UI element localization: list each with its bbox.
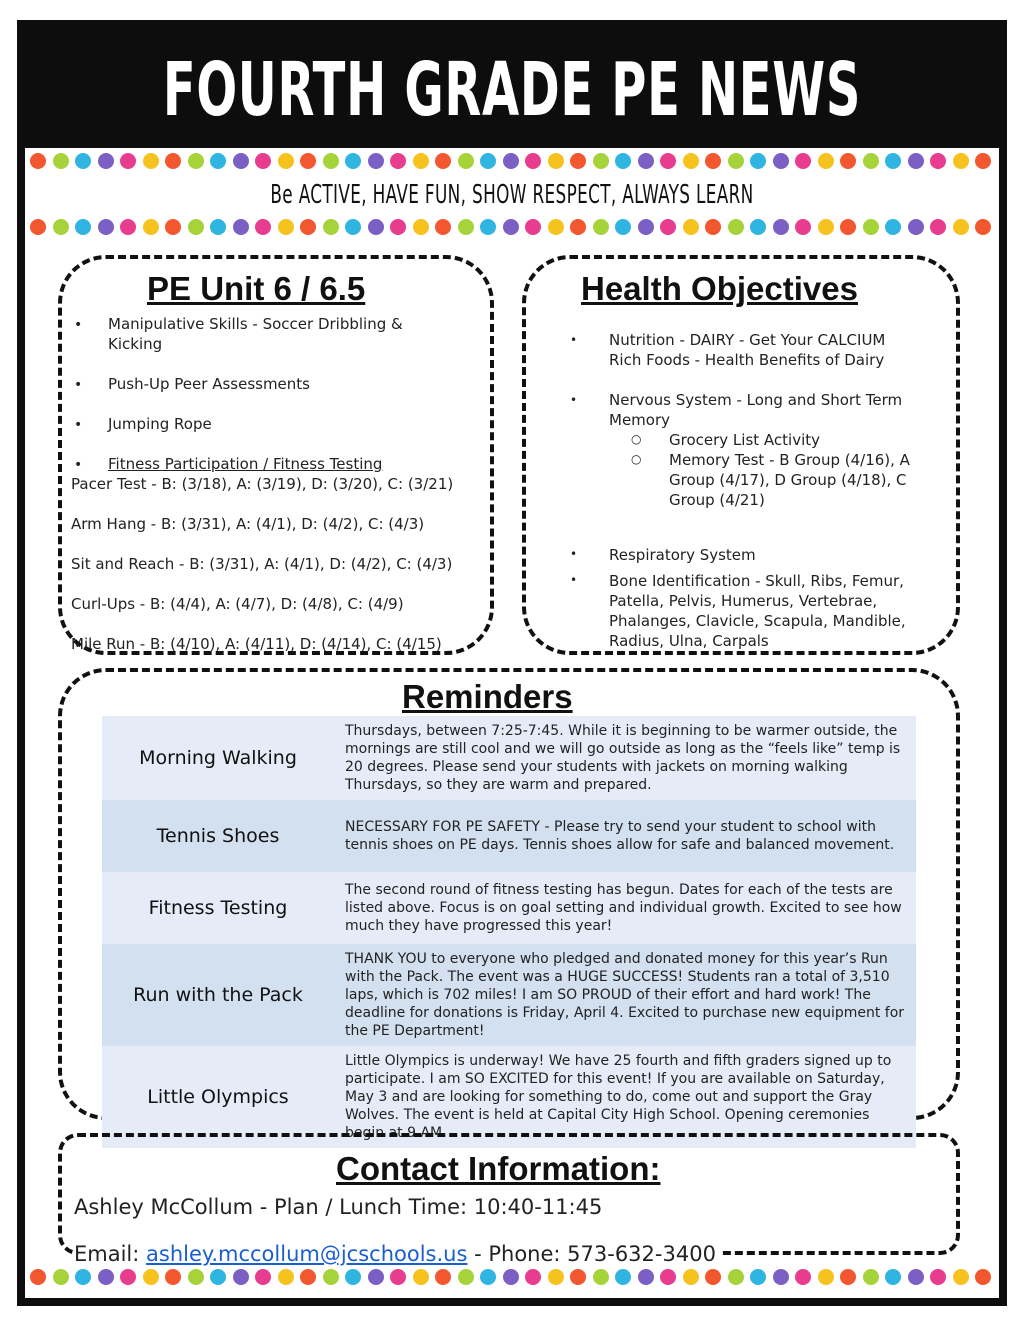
sit-and-reach: Sit and Reach - B: (3/31), A: (4/1), D: (4/2), C: (4/3) [71,555,453,573]
decorative-dot [818,153,834,169]
contact-email-line [74,1242,720,1266]
decorative-dot [143,1269,159,1285]
bones-2: Patella, Pelvis, Humerus, Vertebrae, [609,592,878,610]
sub-bullet: ○ [631,432,642,446]
pacer-test: Pacer Test - B: (3/18), A: (3/19), D: (3/20), C: (3/21) [71,475,454,493]
decorative-dot [165,1269,181,1285]
decorative-dot [548,219,564,235]
decorative-dot [165,219,181,235]
reminder-label: Morning Walking [139,747,297,769]
decorative-dot [885,153,901,169]
table-row [102,944,916,1046]
reminder-text: Thursdays, between 7:25-7:45. While it is beginning to be warmer outside, the mornings are still cool and we will go outside as long as the “feels like” temp is 20 degrees. Please send your students with jackets on morning walking Thursdays, so they are warm and prepared. [345,723,901,793]
pe-item-1-cont: Kicking [108,335,163,353]
reminder-text: NECESSARY FOR PE SAFETY - Please try to send your student to school with tennis shoes on PE days. Tennis shoes allow for safe and balanced movement. [345,819,895,853]
curl-ups: Curl-Ups - B: (4/4), A: (4/7), D: (4/8), C: (4/9) [71,595,404,613]
decorative-dot [728,219,744,235]
email-label: Email: [74,1242,140,1266]
decorative-dot [255,1269,271,1285]
decorative-dot [98,153,114,169]
decorative-dot [863,219,879,235]
decorative-dot [885,219,901,235]
bullet: • [570,547,578,561]
table-row [102,716,916,800]
decorative-dot [615,1269,631,1285]
newsletter-title: FOURTH GRADE PE NEWS [162,47,862,133]
memory-test-cont2: Group (4/21) [669,491,765,509]
decorative-dot [795,1269,811,1285]
decorative-dot [885,1269,901,1285]
decorative-dot [300,153,316,169]
decorative-dot [278,1269,294,1285]
decorative-dot [908,219,924,235]
decorative-dot [255,219,271,235]
decorative-dot [593,153,609,169]
decorative-dot [323,153,339,169]
reminder-label: Fitness Testing [148,897,288,919]
decorative-dot [413,153,429,169]
pe-unit-heading: PE Unit 6 / 6.5 [147,270,366,307]
decorative-dot [525,153,541,169]
reminder-label: Tennis Shoes [156,825,280,847]
decorative-dot [638,219,654,235]
decorative-dot [615,219,631,235]
decorative-dot [390,153,406,169]
decorative-dot [840,1269,856,1285]
decorative-dot [773,219,789,235]
decorative-dot [413,1269,429,1285]
phone: - Phone: 573-632-3400 [474,1242,716,1266]
decorative-dot [660,1269,676,1285]
decorative-dot [615,153,631,169]
decorative-dot [525,1269,541,1285]
decorative-dot [930,219,946,235]
decorative-dot [480,153,496,169]
decorative-dot [953,219,969,235]
decorative-dot [750,219,766,235]
decorative-dot [30,1269,46,1285]
decorative-dot [728,1269,744,1285]
decorative-dot [120,1269,136,1285]
contact-line: Ashley McCollum - Plan / Lunch Time: 10:40-11:45 [74,1195,603,1219]
decorative-dot [930,153,946,169]
decorative-dot [53,153,69,169]
arm-hang: Arm Hang - B: (3/31), A: (4/1), D: (4/2), C: (4/3) [71,515,425,533]
health-nutrition-cont: Rich Foods - Health Benefits of Dairy [609,351,885,369]
reminder-text: THANK YOU to everyone who pledged and donated money for this year’s Run with the Pack. The event was a HUGE SUCCESS! Students ran a total of 3,510 laps, which is 702 miles! I am SO PROUD of their effort and hard work! The deadline for donations is Friday, April 4. Excited to purchase new equipment for the PE Department! [345,951,905,1039]
decorative-dot [773,153,789,169]
dot-border-top [30,153,991,169]
decorative-dot [435,1269,451,1285]
respiratory: Respiratory System [609,546,756,564]
decorative-dot [368,219,384,235]
decorative-dot [570,219,586,235]
decorative-dot [750,153,766,169]
mile-run: Mile Run - B: (4/10), A: (4/11), D: (4/14), C: (4/15) [71,635,442,653]
email-link[interactable]: ashley.mccollum@jcschools.us [146,1242,468,1266]
decorative-dot [480,1269,496,1285]
pe-item-3: Jumping Rope [108,415,212,433]
decorative-dot [525,219,541,235]
decorative-dot [840,219,856,235]
bullet: • [570,393,578,407]
decorative-dot [30,219,46,235]
decorative-dot [210,1269,226,1285]
decorative-dot [930,1269,946,1285]
bullet: • [74,377,83,393]
table-row [102,800,916,872]
decorative-dot [503,153,519,169]
decorative-dot [728,153,744,169]
decorative-dot [390,1269,406,1285]
decorative-dot [773,1269,789,1285]
decorative-dot [368,1269,384,1285]
decorative-dot [480,219,496,235]
reminders-table [102,716,916,1148]
decorative-dot [863,1269,879,1285]
decorative-dot [75,219,91,235]
decorative-dot [188,153,204,169]
decorative-dot [98,219,114,235]
decorative-dot [278,153,294,169]
decorative-dot [120,219,136,235]
decorative-dot [345,1269,361,1285]
decorative-dot [953,153,969,169]
decorative-dot [210,153,226,169]
decorative-dot [233,219,249,235]
decorative-dot [683,153,699,169]
sub-bullet: ○ [631,452,642,466]
decorative-dot [435,153,451,169]
decorative-dot [818,1269,834,1285]
bullet: • [74,457,83,473]
decorative-dot [548,153,564,169]
health-nutrition: Nutrition - DAIRY - Get Your CALCIUM [609,331,886,349]
decorative-dot [210,219,226,235]
decorative-dot [638,153,654,169]
contact-heading: Contact Information: [336,1150,661,1187]
decorative-dot [818,219,834,235]
memory-test: Memory Test - B Group (4/16), A [669,451,910,469]
decorative-dot [593,1269,609,1285]
pe-item-4: Fitness Participation / Fitness Testing [108,455,383,473]
bones-3: Phalanges, Clavicle, Scapula, Mandible, [609,612,906,630]
decorative-dot [75,1269,91,1285]
decorative-dot [705,219,721,235]
decorative-dot [593,219,609,235]
decorative-dot [660,219,676,235]
decorative-dot [975,219,991,235]
table-row [102,872,916,944]
decorative-dot [570,153,586,169]
bullet: • [74,317,83,333]
decorative-dot [345,153,361,169]
decorative-dot [863,153,879,169]
decorative-dot [953,1269,969,1285]
grocery-list: Grocery List Activity [669,431,821,449]
decorative-dot [570,1269,586,1285]
decorative-dot [975,153,991,169]
decorative-dot [683,219,699,235]
dot-border-bottom [30,1269,991,1285]
reminders-heading: Reminders [402,678,573,715]
bullet: • [74,417,83,433]
decorative-dot [660,153,676,169]
decorative-dot [188,1269,204,1285]
health-nervous-cont: Memory [609,411,671,429]
decorative-dot [683,1269,699,1285]
decorative-dot [390,219,406,235]
decorative-dot [53,1269,69,1285]
decorative-dot [705,1269,721,1285]
decorative-dot [75,153,91,169]
decorative-dot [300,219,316,235]
decorative-dot [233,1269,249,1285]
bones-4: Radius, Ulna, Carpals [609,632,769,650]
decorative-dot [98,1269,114,1285]
decorative-dot [368,153,384,169]
decorative-dot [278,219,294,235]
decorative-dot [638,1269,654,1285]
decorative-dot [795,153,811,169]
decorative-dot [750,1269,766,1285]
motto: Be ACTIVE, HAVE FUN, SHOW RESPECT, ALWAYS LEARN [270,180,754,210]
decorative-dot [458,219,474,235]
decorative-dot [503,219,519,235]
dot-border-middle [30,219,991,235]
decorative-dot [435,219,451,235]
reminder-label: Run with the Pack [133,984,303,1006]
reminder-text: The second round of fitness testing has begun. Dates for each of the tests are listed above. Focus is on goal setting and individual growth. Excited to see how much they have progressed this year! [345,882,902,934]
decorative-dot [143,153,159,169]
decorative-dot [323,1269,339,1285]
decorative-dot [300,1269,316,1285]
decorative-dot [345,219,361,235]
decorative-dot [53,219,69,235]
decorative-dot [143,219,159,235]
decorative-dot [548,1269,564,1285]
decorative-dot [705,153,721,169]
reminder-text: Little Olympics is underway! We have 25 fourth and fifth graders signed up to participate. I am SO EXCITED for this event! If you are available on Saturday, May 3 and are looking for something to do, come out and support the Gray Wolves. The event is held at Capital City High School. Opening ceremonies begin at 9 AM. [345,1053,892,1141]
decorative-dot [795,219,811,235]
decorative-dot [503,1269,519,1285]
memory-test-cont: Group (4/17), D Group (4/18), C [669,471,907,489]
decorative-dot [840,153,856,169]
decorative-dot [413,219,429,235]
bones-1: Bone Identification - Skull, Ribs, Femur, [609,572,904,590]
decorative-dot [120,153,136,169]
pe-item-2: Push-Up Peer Assessments [108,375,310,393]
bullet: • [570,333,578,347]
decorative-dot [255,153,271,169]
pe-item-1: Manipulative Skills - Soccer Dribbling & [108,315,403,333]
decorative-dot [908,153,924,169]
decorative-dot [458,1269,474,1285]
decorative-dot [323,219,339,235]
decorative-dot [30,153,46,169]
health-heading: Health Objectives [581,270,858,307]
decorative-dot [165,153,181,169]
decorative-dot [458,153,474,169]
decorative-dot [233,153,249,169]
health-nervous: Nervous System - Long and Short Term [609,391,903,409]
bullet: • [570,573,578,587]
decorative-dot [188,219,204,235]
decorative-dot [908,1269,924,1285]
decorative-dot [975,1269,991,1285]
reminder-label: Little Olympics [147,1086,289,1108]
